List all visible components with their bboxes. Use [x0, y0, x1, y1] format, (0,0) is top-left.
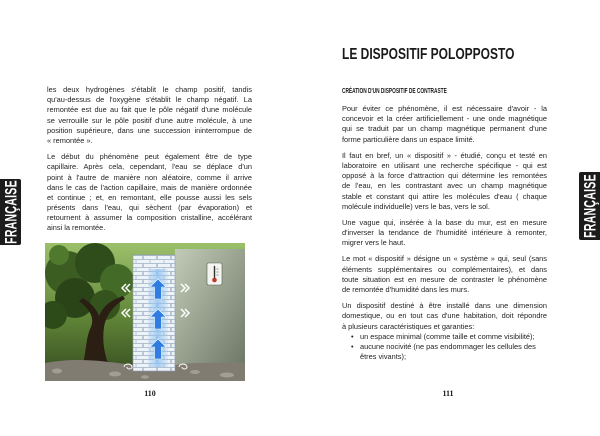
page-number: 110: [144, 389, 156, 398]
body-text: [342, 104, 547, 362]
text-line: présents dans l'eau, qui sèchent (par évaporation) et: [47, 203, 252, 213]
paragraph: [342, 254, 547, 295]
section-subtitle: CRÉATION D'UN DISPOSITIF DE CONTRASTE: [342, 86, 447, 95]
text-line: capillaire. Après cela, cependant, l'eau se déplace d'un: [47, 162, 252, 172]
text-line: toute situation est en mesure de contraster le phénomène: [342, 274, 547, 284]
text-line: Le mot « dispositif » désigne un « système » qui, seul (sans: [342, 254, 547, 264]
bullet-icon: •: [351, 341, 354, 351]
text-line: aucune nocivité (ne pas endommager les cellules des: [360, 341, 536, 351]
text-line: ainsi la remontée.: [47, 223, 106, 233]
text-line: « remontée ».: [47, 135, 93, 145]
list-item: [342, 342, 547, 362]
text-line: et continue ; et, en remontant, elle pousse aussi les sels: [47, 192, 252, 202]
illustration: [45, 243, 245, 381]
page-number: 111: [442, 389, 454, 398]
text-line: à plusieurs caractéristiques et garanties:: [342, 321, 475, 331]
text-line: dans le cas de l'action capillaire, mais de manière ordonnée: [47, 182, 252, 192]
body-text: [47, 85, 252, 234]
paragraph: [342, 151, 547, 212]
text-line: de l'eau, en les contrastant avec un champ magnétique: [342, 181, 547, 191]
text-line: éléments supplémentaires ou complémentaires), et dans: [342, 264, 547, 274]
text-line: remontée est due au fait que le pôle négatif d'une molécule: [47, 105, 252, 115]
text-line: Le début du phénomène peut également être de type: [47, 152, 252, 162]
list-item: [342, 332, 547, 342]
right-page: [300, 0, 600, 436]
text-line: position supérieure, dans une succession ininterrompue de: [47, 125, 252, 135]
text-line: qu'au-dessus de l'oxygène s'établit le champ négatif. La: [47, 95, 252, 105]
text-line: stable et constant qui attire les molécules d'eau ( chaque: [342, 191, 547, 201]
text-line: laboratoire en utilisant une recherche spécifique - qui est: [342, 160, 547, 170]
text-line: concevoir et la créer artificiellement - une onde magnétique: [342, 114, 547, 124]
paragraph: [47, 85, 252, 146]
paragraph: [342, 104, 547, 145]
text-line: forme particulière dans un espace limité.: [342, 134, 475, 144]
language-tab-label: FRANÇAISE: [1, 180, 20, 244]
text-line: se verrouille sur le pôle positif d'une autre molécule, à une: [47, 115, 252, 125]
language-tab: [0, 179, 21, 245]
language-tab: [579, 172, 600, 240]
bullet-list: [342, 332, 547, 363]
language-tab-label: FRANÇAISE: [580, 174, 599, 238]
text-line: d'inverser la tendance de l'humidité intérieure à remonter,: [342, 228, 547, 238]
text-line: Pour éviter ce phénomène, il est nécessaire d'avoir - la: [342, 104, 547, 113]
paragraph: [342, 301, 547, 362]
illustration-svg: [45, 243, 245, 381]
text-line: Un dispositif destiné à être installé dans une dimension: [342, 301, 547, 311]
text-line: Une vague qui, insérée à la base du mur, est en mesure: [342, 217, 547, 227]
bullet-icon: •: [351, 331, 354, 341]
text-line: retournent à assumer la composition cristalline, accélérant: [47, 213, 252, 223]
paragraph: [47, 152, 252, 234]
text-line: les deux hydrogènes s'établit le champ positif, tandis: [47, 85, 252, 94]
text-line: molécule individuelle) vers le bas, vers le sol.: [342, 201, 490, 211]
text-line: domestique, ou en tout cas d'une habitation, doit répondre: [342, 311, 547, 321]
text-line: qui se traduit par un champ magnétique permanent d'une: [342, 124, 547, 134]
text-line: point à l'autre de manière non aléatoire, comme il arrive: [47, 172, 252, 182]
text-line: opposé à la force d'attraction qui détermine les remontées: [342, 171, 547, 181]
paragraph: [342, 218, 547, 249]
text-line: Il faut en bref, un « dispositif » - étudié, conçu et testé en: [342, 150, 547, 160]
page-title: LE DISPOSITIF POLOPPOSTO: [342, 46, 515, 63]
text-line: un espace minimal (comme taille et comme visibilité);: [360, 331, 535, 341]
thermometer-icon: [207, 263, 222, 285]
text-line: de remontée d'humidité dans les murs.: [342, 285, 470, 294]
text-line: migrer vers le haut.: [342, 238, 406, 248]
text-line: êtres vivants);: [360, 352, 407, 362]
